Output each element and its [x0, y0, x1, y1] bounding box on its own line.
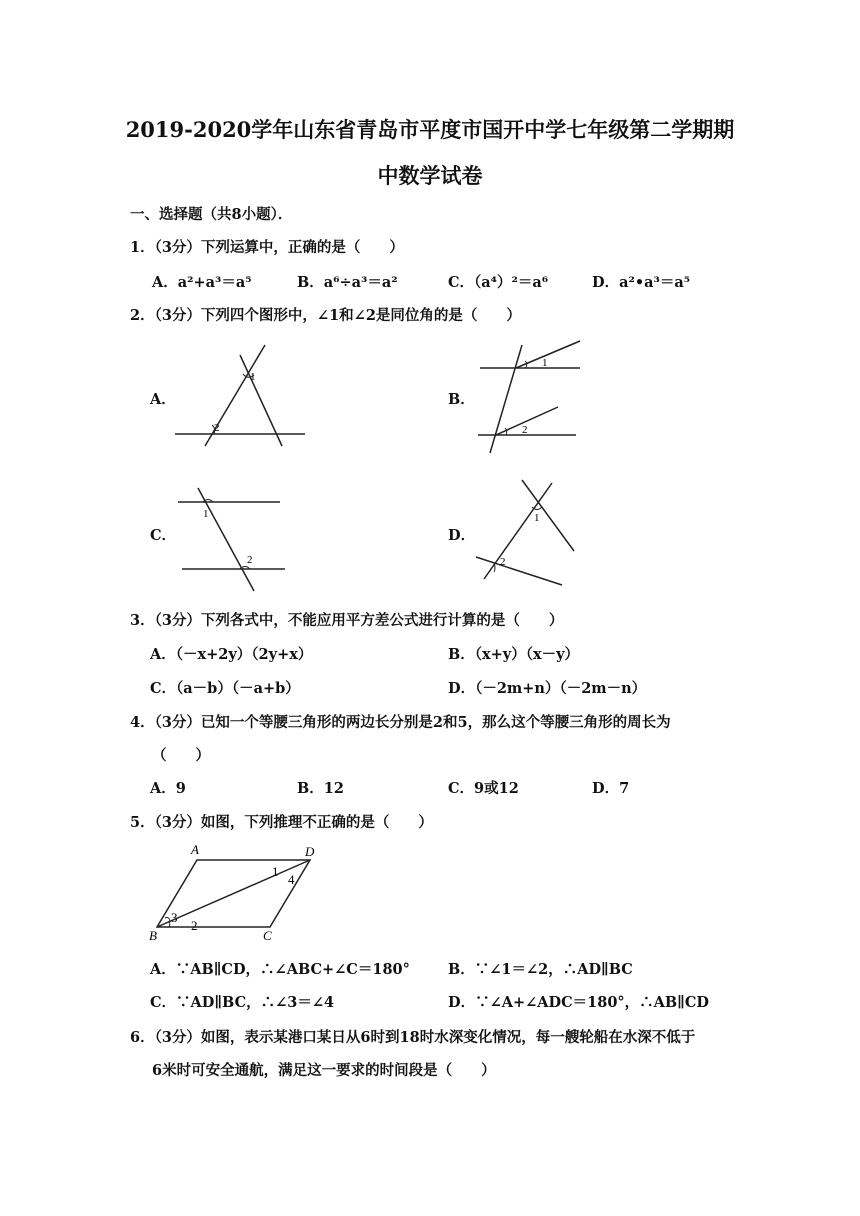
- q5-stem: 5．（3分）如图，下列推理不正确的是（ ）: [130, 814, 433, 831]
- q2-label-c: C．: [150, 527, 177, 544]
- q5-angle3-label: 3: [171, 910, 178, 925]
- q4-option-b: B．12: [297, 780, 344, 797]
- section-heading: 一、选择题（共8小题）．: [130, 206, 293, 223]
- q1-option-d: D．a²•a³＝a⁵: [592, 274, 691, 291]
- q3-option-d: D．（－2m+n）（－2m－n）: [448, 680, 647, 697]
- q2d-angle1-label: 1: [534, 512, 540, 524]
- q2-stem: 2．（3分）下列四个图形中，∠1和∠2是同位角的是（ ）: [130, 307, 521, 324]
- q1-option-a: A．a²+a³＝a⁵: [152, 274, 252, 291]
- q2-label-a: A．: [150, 391, 176, 408]
- q4-option-a: A．9: [150, 780, 186, 797]
- q5-vertex-c: C: [263, 928, 272, 943]
- q2b-angle2-label: 2: [522, 424, 528, 436]
- q5-vertex-d: D: [305, 844, 315, 859]
- q3-stem: 3．（3分）下列各式中，不能应用平方差公式进行计算的是（ ）: [130, 612, 564, 629]
- q5-parallelogram-figure: [145, 840, 340, 950]
- q3-option-a: A．（－x+2y）（2y+x）: [150, 646, 313, 663]
- q1-option-c: C．（a⁴）²＝a⁶: [448, 274, 549, 291]
- q4-stem: 4．（3分）已知一个等腰三角形的两边长分别是2和5，那么这个等腰三角形的周长为: [130, 714, 671, 731]
- q2-figure-c: [170, 485, 290, 595]
- q2a-angle2-label: 2: [214, 422, 220, 434]
- q5-vertex-b: B: [149, 928, 157, 943]
- q2d-angle2-label: 2: [500, 556, 506, 568]
- q5-angle4-label: 4: [288, 872, 295, 887]
- q2-label-b: B．: [448, 391, 475, 408]
- q5-option-b: B．∵∠1＝∠2，∴AD∥BC: [448, 961, 633, 978]
- q2-figure-a: [170, 340, 310, 450]
- page-title-line2: 中数学试卷: [377, 163, 483, 188]
- q4-stem-bracket: （ ）: [152, 747, 210, 764]
- q2b-angle1-label: 1: [542, 357, 548, 369]
- q1-option-b: B．a⁶÷a³＝a²: [297, 274, 398, 291]
- q2-label-d: D．: [448, 527, 476, 544]
- q4-option-c: C．9或12: [448, 780, 519, 797]
- q5-angle1-label: 1: [272, 864, 279, 879]
- q5-option-c: C．∵AD∥BC，∴∠3＝∠4: [150, 994, 335, 1011]
- q5-option-a: A．∵AB∥CD，∴∠ABC+∠C＝180°: [150, 961, 410, 978]
- q6-stem: 6．（3分）如图，表示某港口某日从6时到18时水深变化情况，每一艘轮船在水深不低于: [130, 1029, 696, 1046]
- q6-stem-line2: 6米时可安全通航，满足这一要求的时间段是（ ）: [152, 1062, 496, 1079]
- q2-figure-d: [470, 475, 590, 590]
- q3-option-c: C．（a－b）（－a+b）: [150, 680, 300, 697]
- q3-option-b: B．（x+y）（x－y）: [448, 646, 580, 663]
- q2c-angle2-label: 2: [247, 554, 253, 566]
- q1-stem: 1．（3分）下列运算中，正确的是（ ）: [130, 239, 404, 256]
- q2c-angle1-label: 1: [203, 508, 209, 520]
- q4-option-d: D．7: [592, 780, 630, 797]
- q5-option-d: D．∵∠A+∠ADC＝180°，∴AB∥CD: [448, 994, 709, 1011]
- q5-vertex-a: A: [191, 842, 199, 857]
- q5-angle2-label: 2: [191, 918, 198, 933]
- page-title-line1: 2019-2020学年山东省青岛市平度市国开中学七年级第二学期期: [125, 117, 735, 142]
- q2a-angle1-label: 1: [250, 371, 256, 383]
- q2-figure-b: [470, 335, 590, 455]
